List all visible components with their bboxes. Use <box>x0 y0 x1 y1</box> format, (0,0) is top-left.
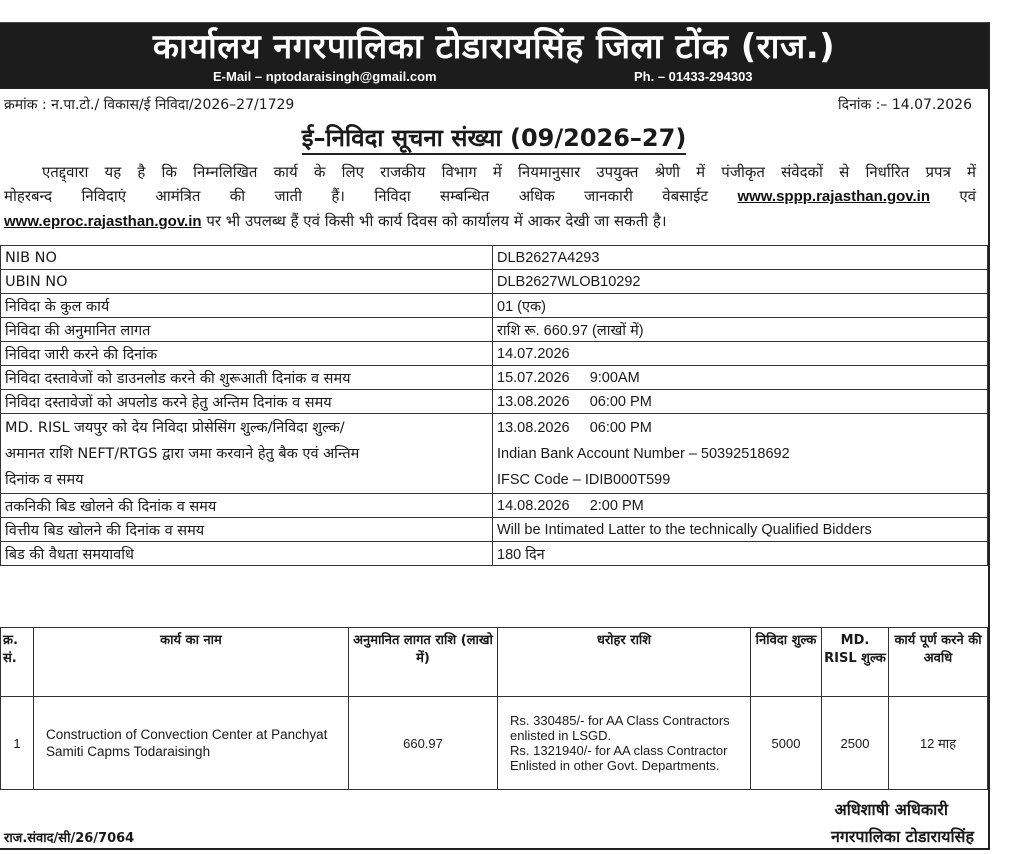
table-row <box>1 697 988 790</box>
office-phone: Ph. – 01433-294303 <box>634 69 753 84</box>
info-value: राशि रू. 660.97 (लाखों में) <box>493 318 988 342</box>
intro-paragraph <box>4 160 976 234</box>
col-tender-fee: निविदा शुल्क <box>751 628 822 697</box>
fee-label-line: MD. RISL जयपुर को देय निविदा प्रोसेसिंग शुल्क/निविदा शुल्क/ <box>5 420 345 436</box>
info-label: वित्तीय बिड खोलने की दिनांक व समय <box>1 518 493 542</box>
sppp-website-link[interactable]: www.sppp.rajasthan.gov.in <box>737 188 930 205</box>
info-label: निविदा दस्तावेजों को अपलोड करने हेतु अन्तिम दिनांक व समय <box>1 390 493 414</box>
ifsc-code: IFSC Code – IDIB000T599 <box>497 472 671 488</box>
table-row <box>1 518 988 542</box>
fee-label <box>1 414 493 494</box>
reference-number: क्रमांक : न.पा.टो./ विकास/ई निविदा/2026–27/1729 <box>4 97 295 113</box>
info-label: निविदा की अनुमानित लागत <box>1 318 493 342</box>
deposit-lsgd: Rs. 330485/- for AA Class Contractors enlisted in LSGD. <box>510 713 730 743</box>
signatory-office: नगरपालिका टोडारायसिंह <box>831 827 974 846</box>
info-value: 14.08.2026 2:00 PM <box>493 494 988 518</box>
info-value: DLB2627WLOB10292 <box>493 270 988 294</box>
table-row <box>1 542 988 566</box>
table-row <box>1 366 988 390</box>
intro-line-1: एतद्द्वारा यह है कि निम्नलिखित कार्य के लिए राजकीय विभाग में नियमानुसार उपयुक्त श्रेणी में पंजीकृत संवेदकों से निर्धारित प्रपत्र में <box>42 163 976 181</box>
table-row <box>1 294 988 318</box>
info-label: निविदा के कुल कार्य <box>1 294 493 318</box>
table-row <box>1 342 988 366</box>
table-row <box>1 318 988 342</box>
intro-line-3 <box>4 209 976 234</box>
work-period: 12 माह <box>889 697 988 790</box>
notice-title-text: ई–निविदा सूचना संख्या (09/2026–27) <box>302 124 687 155</box>
work-sno: 1 <box>1 697 34 790</box>
work-name: Construction of Convection Center at Panchyat Samiti Capms Todaraisingh <box>34 697 349 790</box>
tender-info-table <box>0 245 988 566</box>
fee-row <box>1 414 988 494</box>
col-estimated-cost: अनुमानित लागत राशि (लाखो में) <box>349 628 498 697</box>
notice-date: दिनांक :– 14.07.2026 <box>838 97 972 113</box>
publication-ref: राज.संवाद/सी/26/7064 <box>4 831 135 846</box>
fee-value-line: 13.08.2026 06:00 PM <box>497 420 652 436</box>
info-value: Will be Intimated Latter to the technically Qualified Bidders <box>493 518 988 542</box>
office-email: E-Mail – nptodaraisingh@gmail.com <box>213 69 437 84</box>
intro-line-2 <box>4 184 976 209</box>
intro-line-2a: मोहरबन्द निविदाएं आमंत्रित की जाती हैं। निविदा सम्बन्धित अधिक जानकारी वेबसाईट <box>4 187 709 205</box>
info-label: बिड की वैधता समयावधि <box>1 542 493 566</box>
info-value: DLB2627A4293 <box>493 246 988 270</box>
works-table <box>0 627 988 790</box>
tender-notice <box>0 22 990 850</box>
info-value: 13.08.2026 06:00 PM <box>493 390 988 414</box>
signatory-title: अधिशाषी अधिकारी <box>834 800 948 819</box>
table-row <box>1 390 988 414</box>
fee-label-line: दिनांक व समय <box>5 472 84 488</box>
col-sno: क्र. सं. <box>1 628 34 697</box>
info-label: निविदा दस्तावेजों को डाउनलोड करने की शुरूआती दिनांक व समय <box>1 366 493 390</box>
col-risl-fee: MD. RISL शुल्क <box>822 628 889 697</box>
info-label: निविदा जारी करने की दिनांक <box>1 342 493 366</box>
fee-label-line: अमानत राशि NEFT/RTGS द्वारा जमा करवाने हेतु बैक एवं अन्तिम <box>5 446 360 462</box>
work-tender-fee: 5000 <box>751 697 822 790</box>
info-value: 15.07.2026 9:00AM <box>493 366 988 390</box>
intro-line-2b: एवं <box>959 187 976 205</box>
intro-line-3-text: पर भी उपलब्ध हैं एवं किसी भी कार्य दिवस को कार्यालय में आकर देखी जा सकती है। <box>206 212 667 230</box>
info-value: 180 दिन <box>493 542 988 566</box>
table-row <box>1 494 988 518</box>
info-label: UBIN NO <box>1 270 493 294</box>
deposit-other: Rs. 1321940/- for AA class Contractor Enlisted in other Govt. Departments. <box>510 743 728 773</box>
notice-title <box>0 121 988 154</box>
table-row <box>1 270 988 294</box>
work-cost: 660.97 <box>349 697 498 790</box>
info-label: NIB NO <box>1 246 493 270</box>
work-deposit <box>498 697 751 790</box>
fee-value <box>493 414 988 494</box>
office-header <box>0 23 988 89</box>
bank-account: Indian Bank Account Number – 50392518692 <box>497 446 790 462</box>
col-deposit: धरोहर राशि <box>498 628 751 697</box>
work-risl-fee: 2500 <box>822 697 889 790</box>
info-label: तकनिकी बिड खोलने की दिनांक व समय <box>1 494 493 518</box>
eproc-website-link[interactable]: www.eproc.rajasthan.gov.in <box>4 213 202 230</box>
col-work-name: कार्य का नाम <box>34 628 349 697</box>
info-value: 14.07.2026 <box>493 342 988 366</box>
works-header-row <box>1 628 988 697</box>
info-value: 01 (एक) <box>493 294 988 318</box>
table-row <box>1 246 988 270</box>
office-title: कार्यालय नगरपालिका टोडारायसिंह जिला टोंक (राज.) <box>152 27 836 67</box>
col-completion-period: कार्य पूर्ण करने की अवधि <box>889 628 988 697</box>
